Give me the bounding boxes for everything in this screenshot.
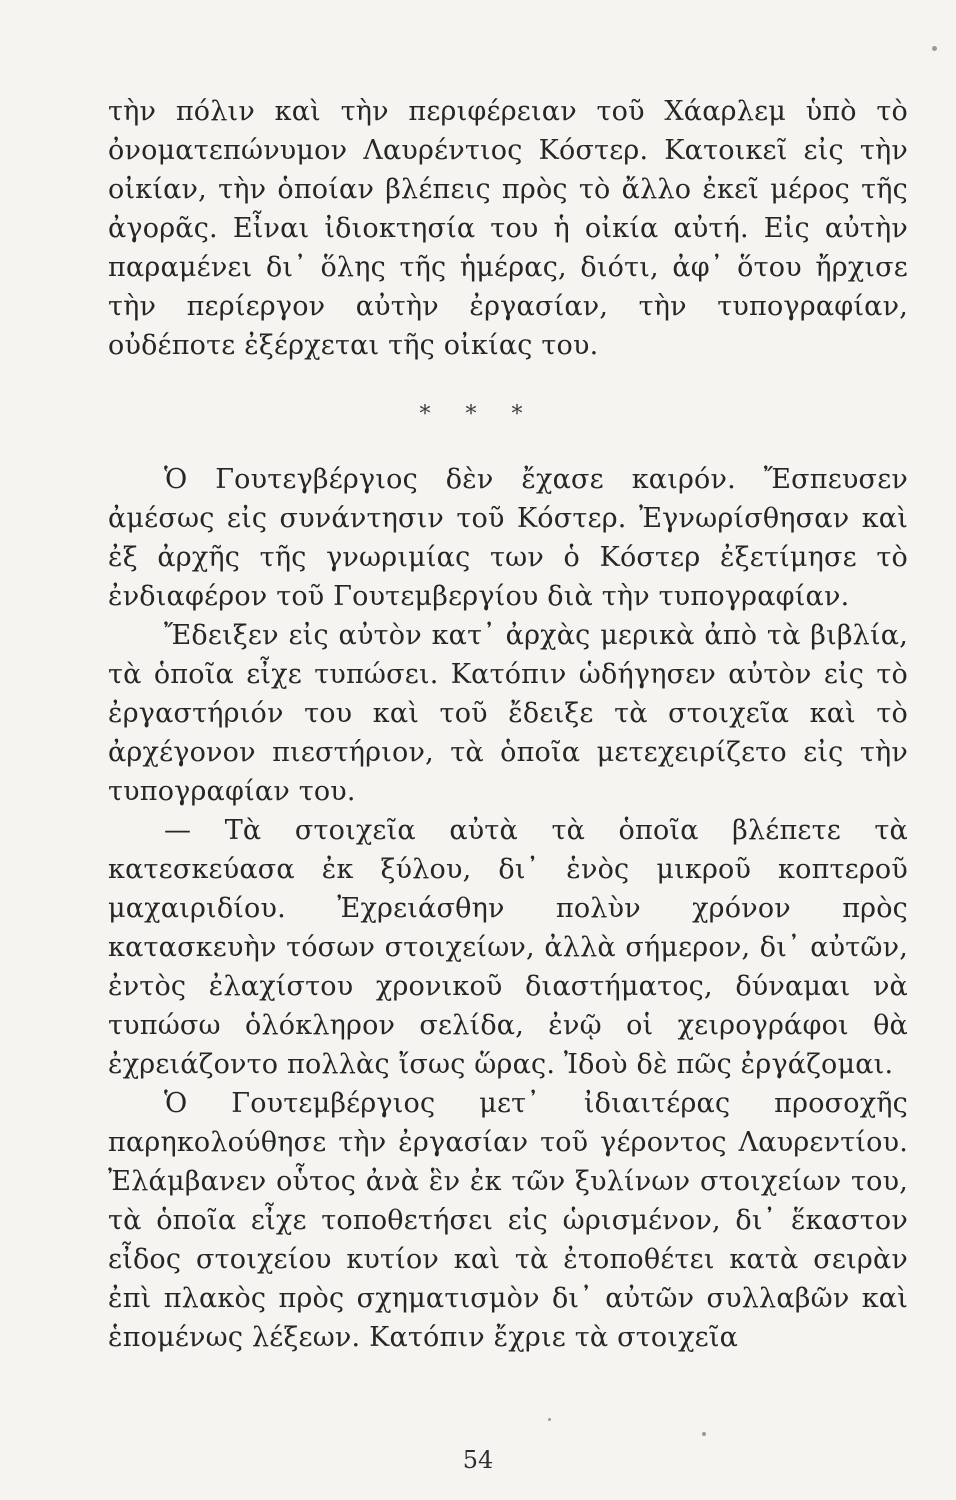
text-block-top <box>108 92 908 365</box>
scan-speck <box>702 1432 706 1436</box>
paragraph: τὴν πόλιν καὶ τὴν περιφέρειαν τοῦ Χάαρλεμ ὑπὸ τὸ ὀνοματεπώνυμον Λαυρέντιος Κόστερ. Κατοικεῖ εἰς τὴν οἰκίαν, τὴν ὁποίαν βλέπεις πρὸς τὸ ἄλλο ἐκεῖ μέρος τῆς ἀγορᾶς. Εἶναι ἰδιοκτησία του ἡ οἰκία αὐτή. Εἰς αὐτὴν παραμένει δι᾽ ὅλης τῆς ἡμέρας, διότι, ἀφ᾽ ὅτου ἤρχισε τὴν περίεργον αὐτὴν ἐργασίαν, τὴν τυπογραφίαν, οὐδέποτε ἐξέρχεται τῆς οἰκίας του. <box>108 96 908 361</box>
paragraph: Ἔδειξεν εἰς αὐτὸν κατ᾽ ἀρχὰς μερικὰ ἀπὸ τὰ βιβλία, τὰ ὁποῖα εἶχε τυπώσει. Κατόπιν ὡδήγησεν αὐτὸν εἰς τὸ ἐργαστήριόν του καὶ τοῦ ἔδειξε τὰ στοιχεῖα καὶ τὸ ἀρχέγονον πιεστήριον, τὰ ὁποῖα μετεχειρίζετο εἰς τὴν τυπογραφίαν του. <box>108 620 908 807</box>
paragraph: Ὁ Γουτεμβέργιος μετ᾽ ἰδιαιτέρας προσοχῆς παρηκολούθησε τὴν ἐργασίαν τοῦ γέροντος Λαυρεντίου. Ἐλάμβανεν οὗτος ἀνὰ ἓν ἐκ τῶν ξυλίνων στοιχείων του, τὰ ὁποῖα εἶχε τοποθετήσει εἰς ὡρισμένον, δι᾽ ἕκαστον εἶδος στοιχείου κυτίον καὶ τὰ ἐτοποθέτει κατὰ σειρὰν ἐπὶ πλακὸς πρὸς σχηματισμὸν δι᾽ αὐτῶν συλλαβῶν καὶ ἑπομένως λέξεων. Κατόπιν ἔχριε τὰ στοιχεῖα <box>108 1088 908 1353</box>
paragraph: Ὁ Γουτεγβέργιος δὲν ἔχασε καιρόν. Ἔσπευσεν ἀμέσως εἰς συνάντησιν τοῦ Κόστερ. Ἐγνωρίσθησαν καὶ ἐξ ἀρχῆς τῆς γνωριμίας των ὁ Κόστερ ἐξετίμησε τὸ ἐνδιαφέρον τοῦ Γουτεμβεργίου διὰ τὴν τυπογραφίαν. <box>108 464 908 612</box>
page-number: 54 <box>462 1446 494 1474</box>
scan-speck <box>548 1418 551 1421</box>
section-separator: * * * <box>419 402 537 427</box>
paragraph: — Τὰ στοιχεῖα αὐτὰ τὰ ὁποῖα βλέπετε τὰ κατεσκεύασα ἐκ ξύλου, δι᾽ ἑνὸς μικροῦ κοπτεροῦ μαχαιριδίου. Ἐχρειάσθην πολὺν χρόνον πρὸς κατασκευὴν τόσων στοιχείων, ἀλλὰ σήμερον, δι᾽ αὐτῶν, ἐντὸς ἐλαχίστου χρονικοῦ διαστήματος, δύναμαι νὰ τυπώσω ὁλόκληρον σελίδα, ἐνῷ οἱ χειρογράφοι θὰ ἐχρειάζοντο πολλὰς ἴσως ὥρας. Ἰδοὺ δὲ πῶς ἐργάζομαι. <box>108 815 908 1080</box>
scan-speck <box>932 46 937 51</box>
text-block-bottom <box>108 460 908 1357</box>
